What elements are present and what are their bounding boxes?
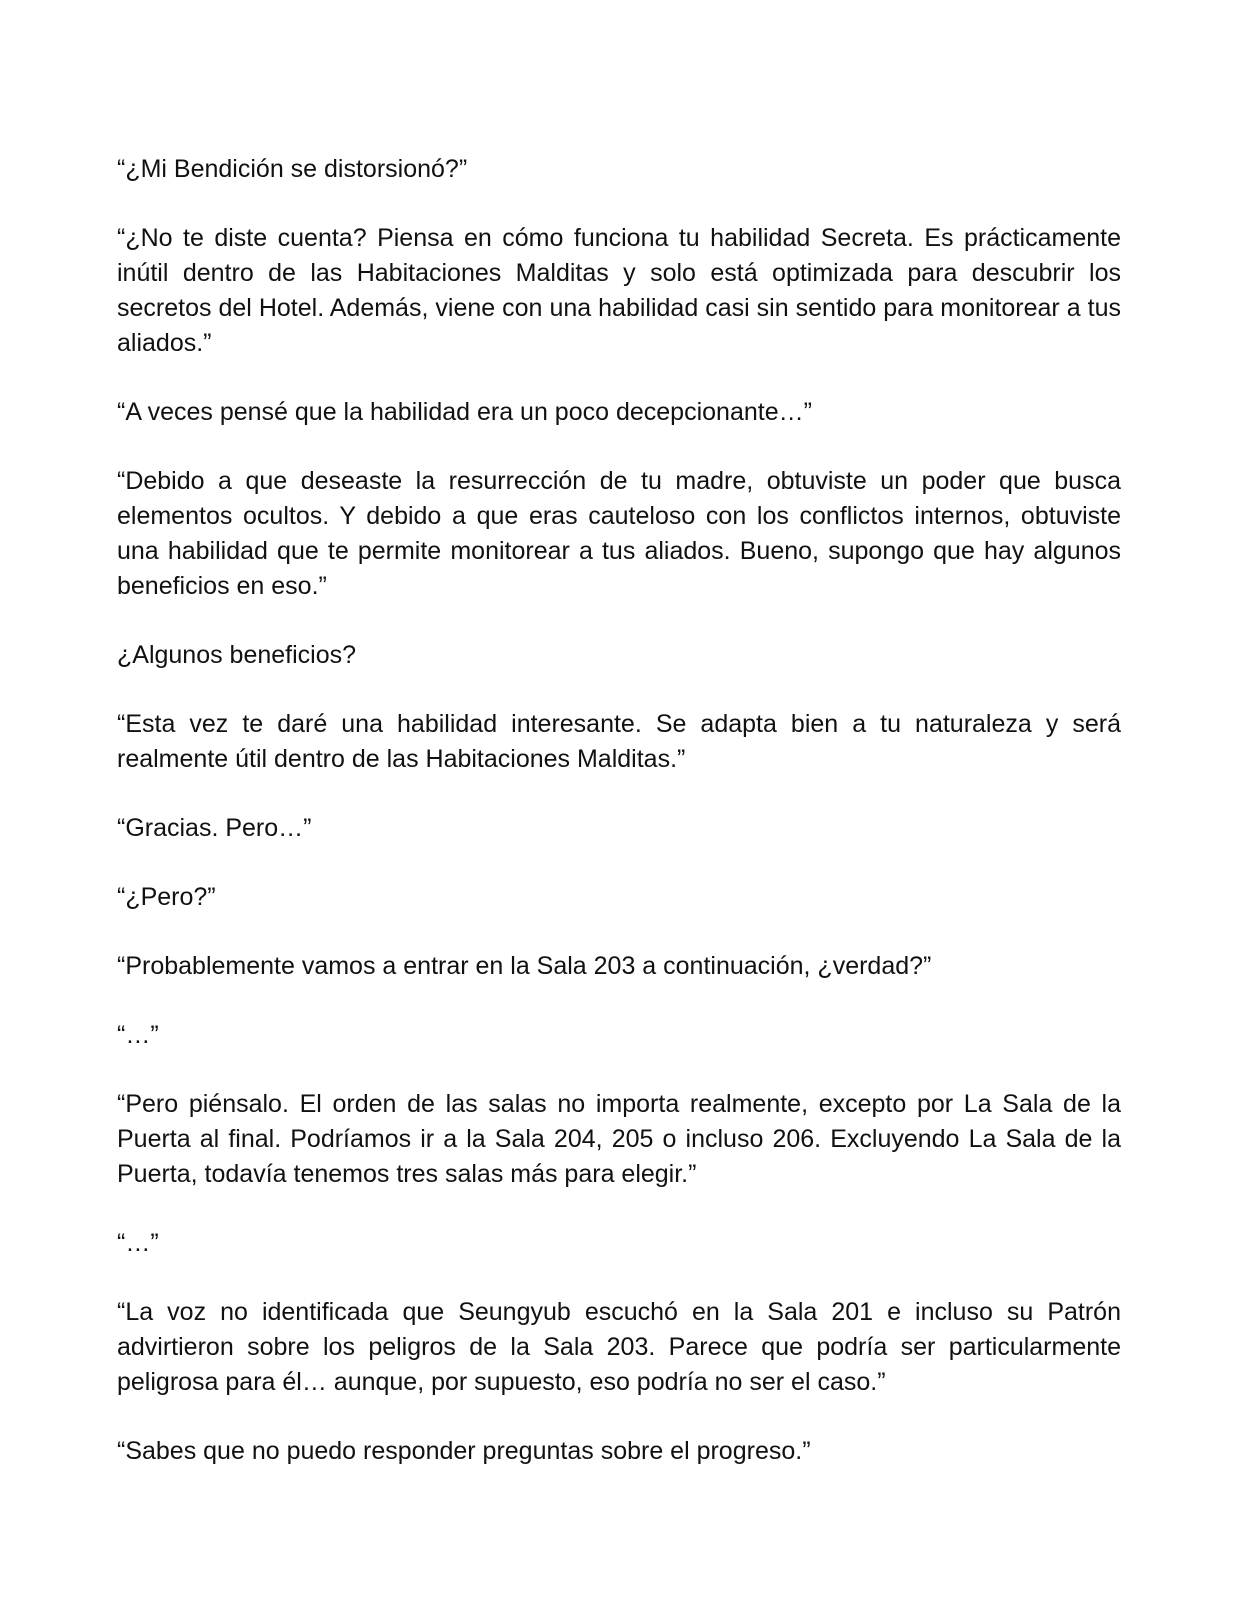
- paragraph: “¿Mi Bendición se distorsionó?”: [117, 155, 468, 183]
- paragraph: “Debido a que deseaste la resurrección de tu madre, obtuviste un poder que busca elementos ocultos. Y debido a que eras cauteloso con los conflictos internos, obtuviste una habilidad que te permite monitorear a tus aliados. Bueno, supongo que hay algunos beneficios en eso.”: [117, 467, 1121, 600]
- paragraph: “Esta vez te daré una habilidad interesante. Se adapta bien a tu naturaleza y será realmente útil dentro de las Habitaciones Malditas.”: [117, 710, 1121, 773]
- paragraph: “…”: [117, 1229, 159, 1257]
- paragraph: “La voz no identificada que Seungyub escuchó en la Sala 201 e incluso su Patrón advirtieron sobre los peligros de la Sala 203. Parece que podría ser particularmente peligrosa para él… aunque, por supuesto, eso podría no ser el caso.”: [117, 1298, 1121, 1396]
- paragraph: “A veces pensé que la habilidad era un poco decepcionante…”: [117, 398, 812, 426]
- paragraph: ¿Algunos beneficios?: [117, 641, 357, 669]
- paragraph: “Sabes que no puedo responder preguntas sobre el progreso.”: [117, 1437, 811, 1465]
- paragraph: “Gracias. Pero…”: [117, 814, 312, 842]
- document-body: [117, 152, 1121, 1503]
- paragraph: “¿No te diste cuenta? Piensa en cómo funciona tu habilidad Secreta. Es prácticamente inútil dentro de las Habitaciones Malditas y solo está optimizada para descubrir los secretos del Hotel. Además, viene con una habilidad casi sin sentido para monitorear a tus aliados.”: [117, 224, 1121, 357]
- paragraph: “Pero piénsalo. El orden de las salas no importa realmente, excepto por La Sala de la Puerta al final. Podríamos ir a la Sala 204, 205 o incluso 206. Excluyendo La Sala de la Puerta, todavía tenemos tres salas más para elegir.”: [117, 1090, 1121, 1188]
- paragraph: “¿Pero?”: [117, 883, 216, 911]
- paragraph: “…”: [117, 1021, 159, 1049]
- paragraph: “Probablemente vamos a entrar en la Sala 203 a continuación, ¿verdad?”: [117, 952, 932, 980]
